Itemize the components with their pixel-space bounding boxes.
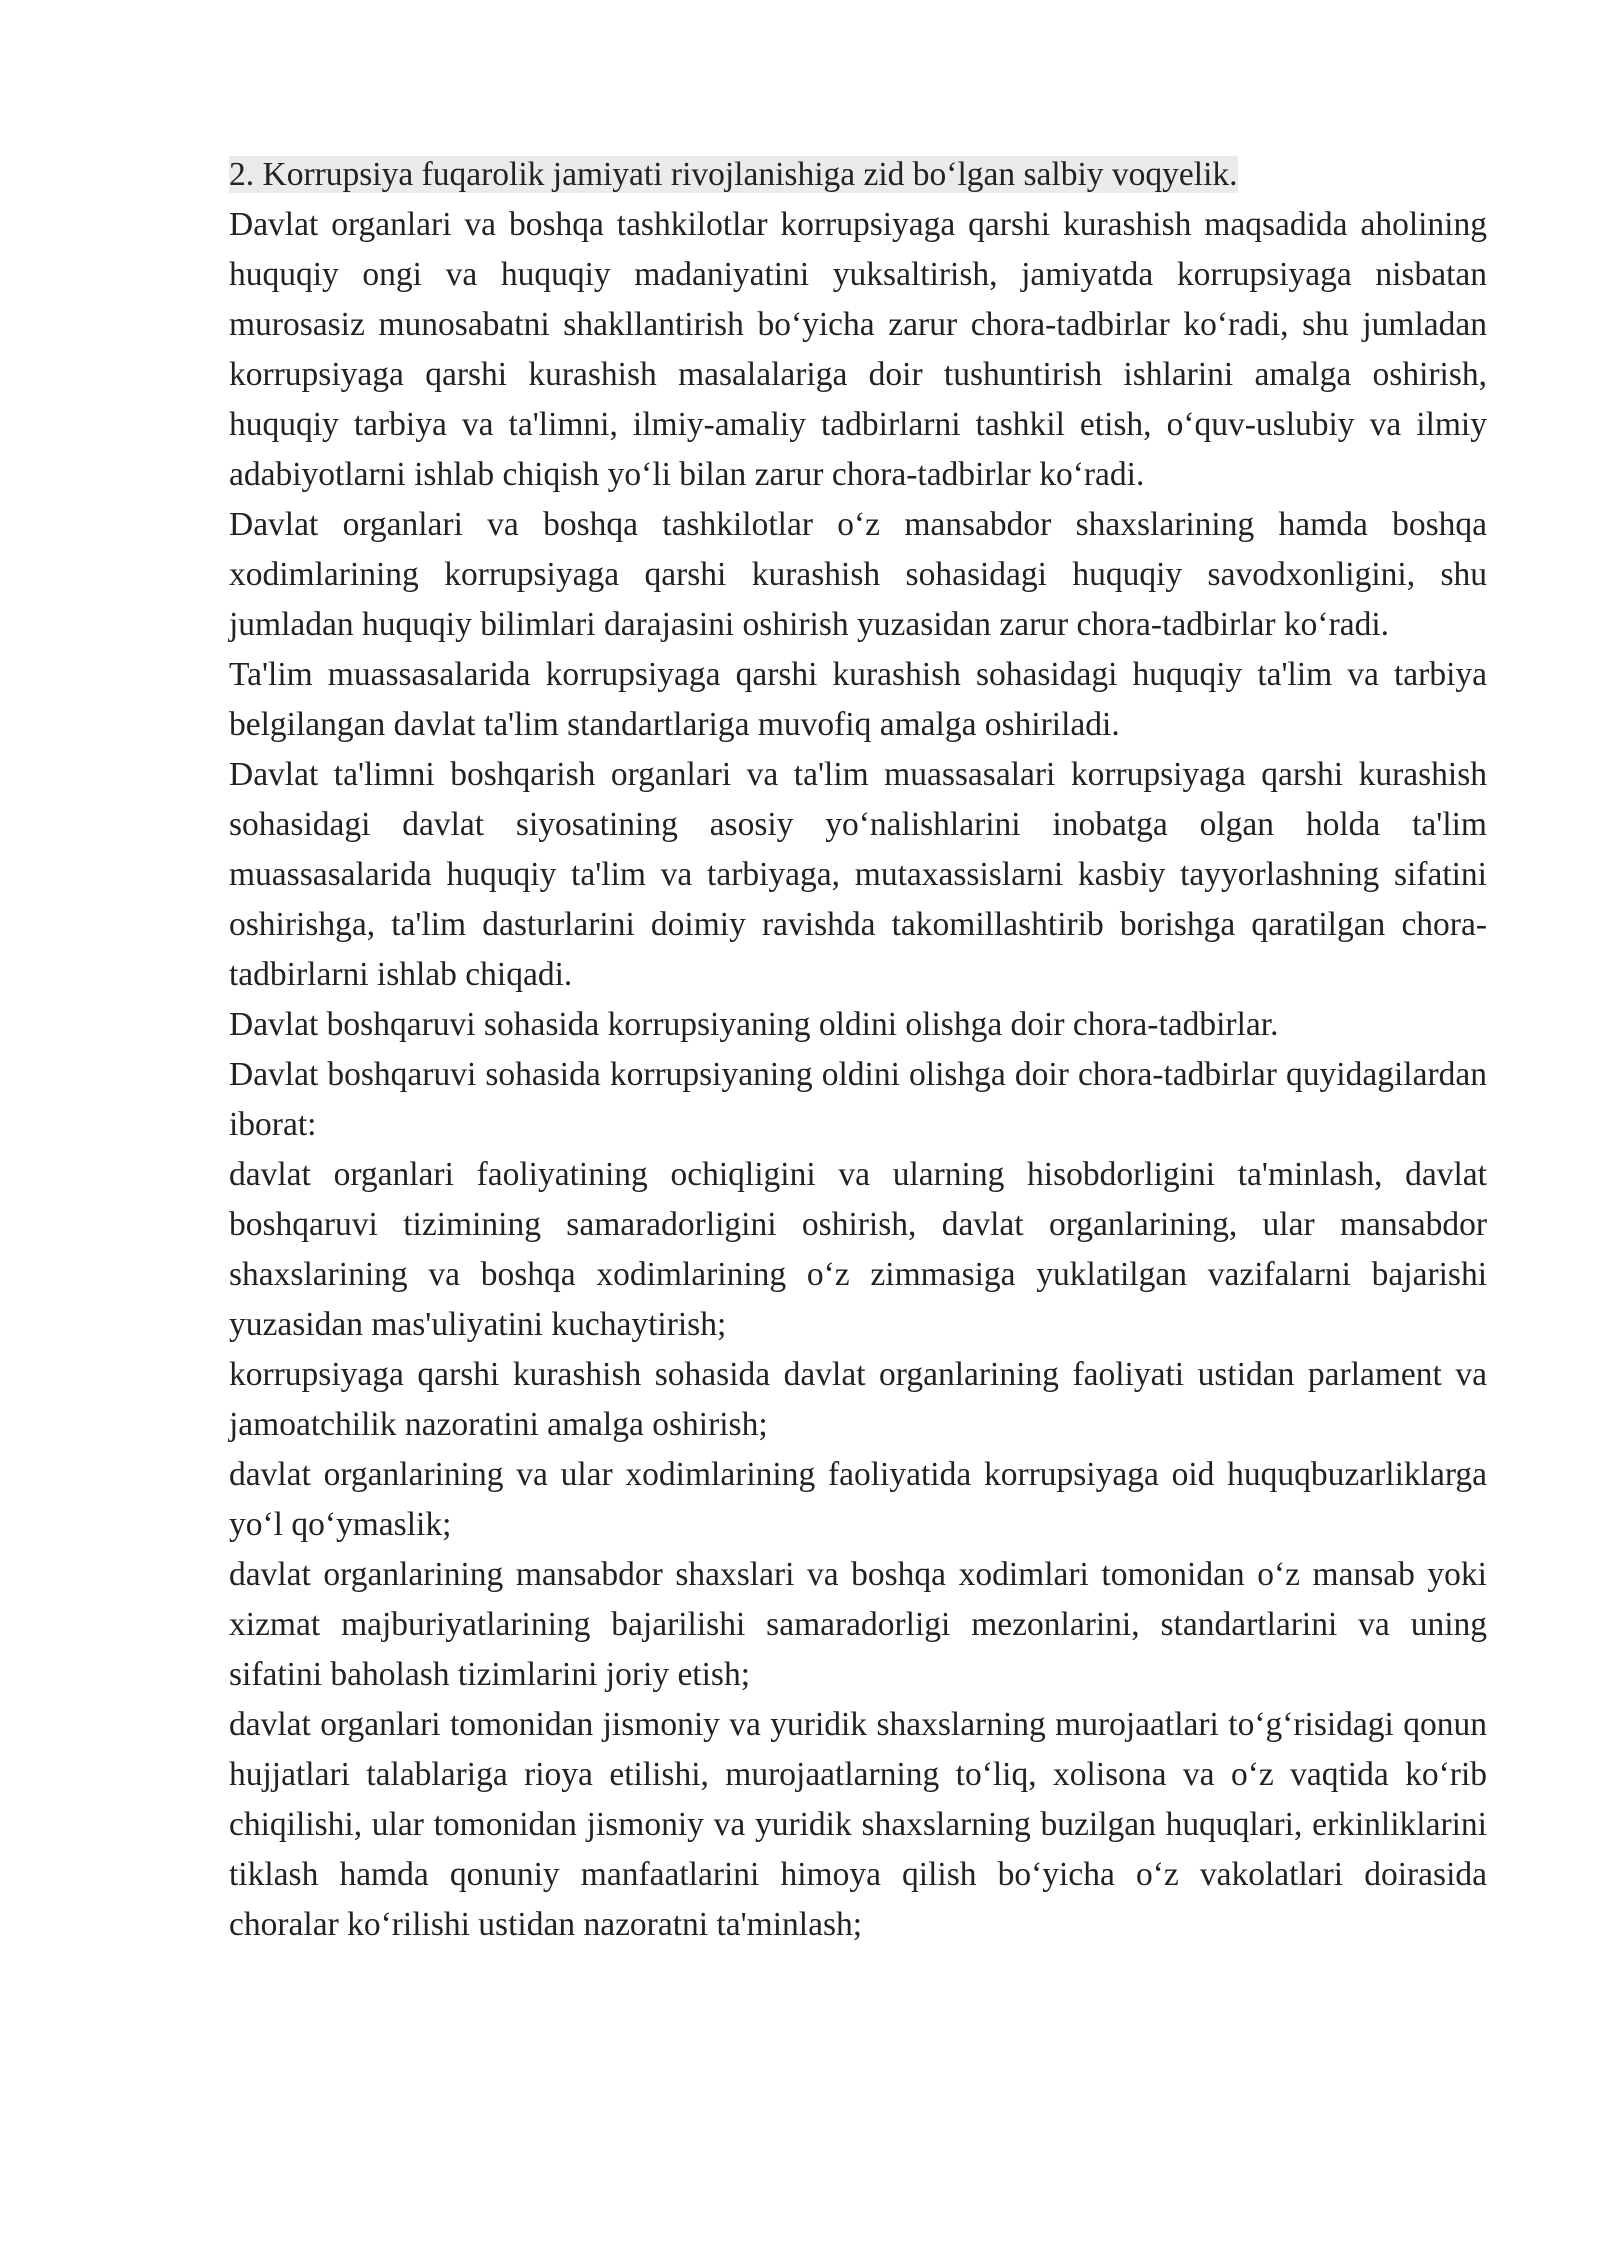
document-page (229, 150, 1487, 1950)
list-item: davlat organlarining mansabdor shaxslari va boshqa xodimlari tomonidan o‘z mansab yoki xizmat majburiyatlarining bajarilishi samaradorligi mezonlarini, standartlarini va uning sifatini baholash tizimlarini joriy etish; (229, 1556, 1487, 1693)
list-item: davlat organlari tomonidan jismoniy va yuridik shaxslarning murojaatlari to‘g‘risidagi qonun hujjatlari talablariga rioya etilishi, murojaatlarning to‘liq, xolisona va o‘z vaqtida ko‘rib chiqilishi, ular tomonidan jismoniy va yuridik shaxslarning buzilgan huquqlari, erkinliklarini tiklash hamda qonuniy manfaatlarini himoya qilish bo‘yicha o‘z vakolatlari doirasida choralar ko‘rilishi ustidan nazoratni ta'minlash; (229, 1706, 1487, 1943)
paragraph: Davlat organlari va boshqa tashkilotlar o‘z mansabdor shaxslarining hamda boshqa xodimlarining korrupsiyaga qarshi kurashish sohasidagi huquqiy savodxonligini, shu jumladan huquqiy bilimlari darajasini oshirish yuzasidan zarur chora-tadbirlar ko‘radi. (229, 506, 1487, 643)
list-item: korrupsiyaga qarshi kurashish sohasida davlat organlarining faoliyati ustidan parlament va jamoatchilik nazoratini amalga oshirish; (229, 1356, 1487, 1443)
paragraph: Davlat ta'limni boshqarish organlari va ta'lim muassasalari korrupsiyaga qarshi kurashish sohasidagi davlat siyosatining asosiy yo‘nalishlarini inobatga olgan holda ta'lim muassasalarida huquqiy ta'lim va tarbiyaga, mutaxassislarni kasbiy tayyorlashning sifatini oshirishga, ta'lim dasturlarini doimiy ravishda takomillashtirib borishga qaratilgan chora-tadbirlarni ishlab chiqadi. (229, 756, 1487, 993)
list-item: davlat organlarining va ular xodimlarining faoliyatida korrupsiyaga oid huquqbuzarliklarga yo‘l qo‘ymaslik; (229, 1456, 1487, 1543)
subsection-heading: Davlat boshqaruvi sohasida korrupsiyaning oldini olishga doir chora-tadbirlar. (229, 1006, 1279, 1043)
paragraph: Davlat organlari va boshqa tashkilotlar korrupsiyaga qarshi kurashish maqsadida aholining huquqiy ongi va huquqiy madaniyatini yuksaltirish, jamiyatda korrupsiyaga nisbatan murosasiz munosabatni shakllantirish bo‘yicha zarur chora-tadbirlar ko‘radi, shu jumladan korrupsiyaga qarshi kurashish masalalariga doir tushuntirish ishlarini amalga oshirish, huquqiy tarbiya va ta'limni, ilmiy-amaliy tadbirlarni tashkil etish, o‘quv-uslubiy va ilmiy adabiyotlarni ishlab chiqish yo‘li bilan zarur chora-tadbirlar ko‘radi. (229, 206, 1487, 493)
paragraph: Davlat boshqaruvi sohasida korrupsiyaning oldini olishga doir chora-tadbirlar quyidagilardan iborat: (229, 1056, 1487, 1143)
paragraph: Ta'lim muassasalarida korrupsiyaga qarshi kurashish sohasidagi huquqiy ta'lim va tarbiya belgilangan davlat ta'lim standartlariga muvofiq amalga oshiriladi. (229, 656, 1487, 743)
list-item: davlat organlari faoliyatining ochiqligini va ularning hisobdorligini ta'minlash, davlat boshqaruvi tizimining samaradorligini oshirish, davlat organlarining, ular mansabdor shaxslarining va boshqa xodimlarining o‘z zimmasiga yuklatilgan vazifalarni bajarishi yuzasidan mas'uliyatini kuchaytirish; (229, 1156, 1487, 1343)
section-heading (229, 150, 1487, 200)
section-heading-text: 2. Korrupsiya fuqarolik jamiyati rivojlanishiga zid bo‘lgan salbiy voqyelik. (229, 156, 1238, 193)
